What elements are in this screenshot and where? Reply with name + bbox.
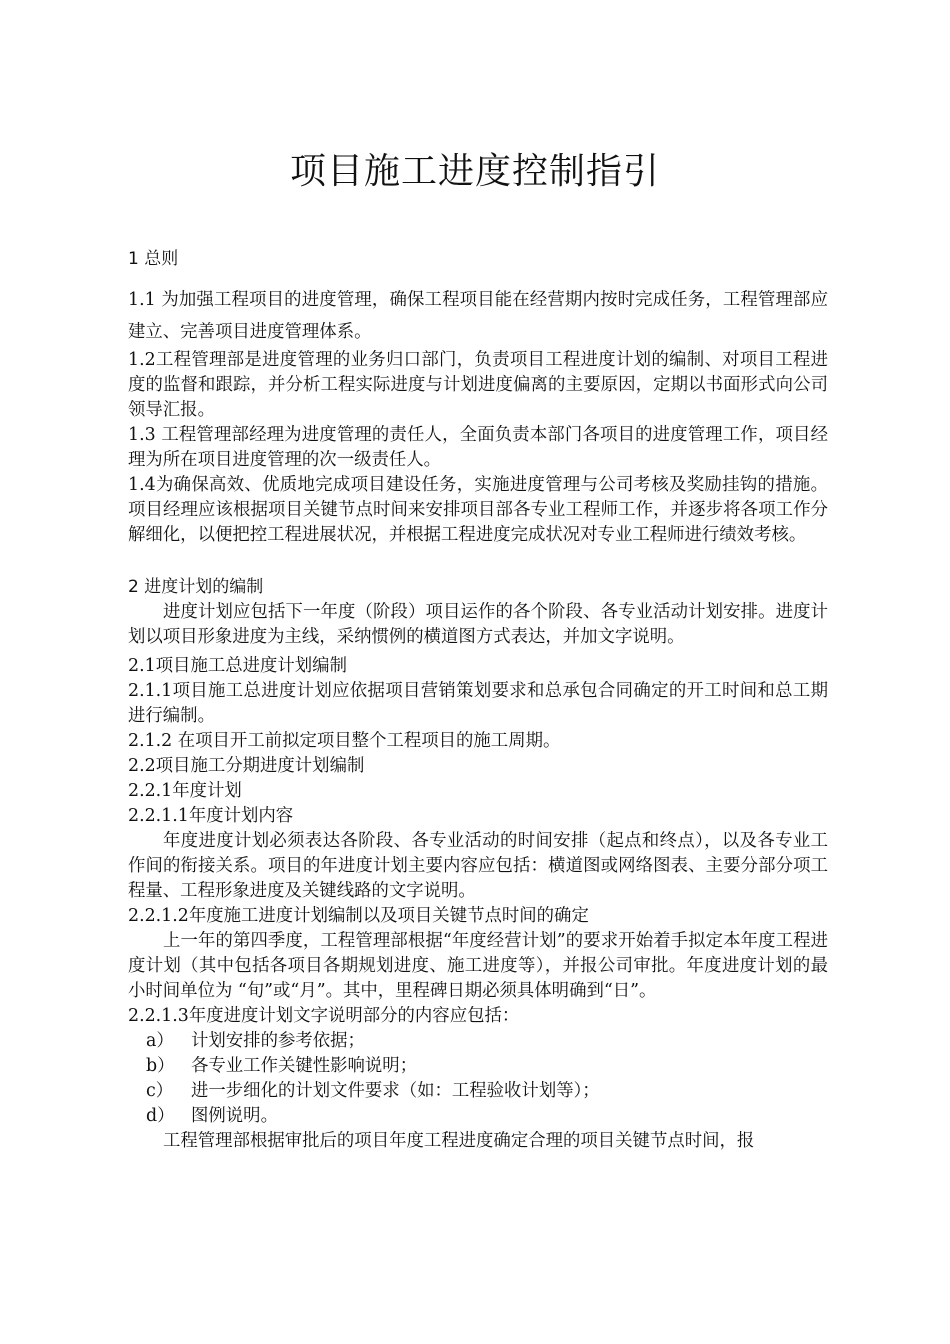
list-item	[128, 1079, 828, 1104]
subsection-2-1-1: 2.1.1项目施工总进度计划应依据项目营销策划要求和总承包合同确定的开工时间和总工期进行编制。	[128, 681, 828, 726]
list-item	[128, 1104, 828, 1129]
section-2-heading: 2 进度计划的编制	[128, 577, 264, 597]
spacer	[128, 548, 828, 574]
list-marker: b）	[146, 1056, 175, 1076]
closing-paragraph: 工程管理部根据审批后的项目年度工程进度确定合理的项目关键节点时间，报	[163, 1131, 755, 1151]
paragraph-1-3: 1.3 工程管理部经理为进度管理的责任人，全面负责本部门各项目的进度管理工作，项目经理为所在项目进度管理的次一级责任人。	[128, 425, 828, 470]
list-item-text: 进一步细化的计划文件要求（如：工程验收计划等）；	[191, 1081, 600, 1101]
subsection-2-2-1-3-heading: 2.2.1.3年度进度计划文字说明部分的内容应包括：	[128, 1006, 520, 1026]
subsection-2-2-1-2-text: 上一年的第四季度，工程管理部根据“年度经营计划”的要求开始着手拟定本年度工程进度计划（其中包括各项目各期规划进度、施工进度等），并报公司审批。年度进度计划的最小时间单位为 “旬”或“月”。其中，里程碑日期必须具体明确到“日”。	[128, 931, 828, 1001]
list-item	[128, 1029, 828, 1054]
section-2-intro: 进度计划应包括下一年度（阶段）项目运作的各个阶段、各专业活动计划安排。进度计划以项目形象进度为主线，采纳惯例的横道图方式表达，并加文字说明。	[128, 602, 828, 647]
subsection-2-2-1-heading: 2.2.1年度计划	[128, 781, 242, 801]
document-body	[128, 244, 828, 1154]
subsection-2-2-1-1-text: 年度进度计划必须表达各阶段、各专业活动的时间安排（起点和终点），以及各专业工作间的衔接关系。项目的年进度计划主要内容应包括：横道图或网络图表、主要分部分项工程量、工程形象进度及关键线路的文字说明。	[128, 831, 828, 901]
list-marker: d）	[146, 1106, 175, 1126]
paragraph-1-1: 1.1 为加强工程项目的进度管理，确保工程项目能在经营期内按时完成任务，工程管理部应建立、完善项目进度管理体系。	[128, 290, 828, 342]
subsection-2-2-heading: 2.2项目施工分期进度计划编制	[128, 756, 365, 776]
subsection-2-1-2: 2.1.2 在项目开工前拟定项目整个工程项目的施工周期。	[128, 731, 561, 751]
subsection-2-2-1-2-heading: 2.2.1.2年度施工进度计划编制以及项目关键节点时间的确定	[128, 906, 589, 926]
paragraph-1-4: 1.4为确保高效、优质地完成项目建设任务，实施进度管理与公司考核及奖励挂钩的措施。项目经理应该根据项目关键节点时间来安排项目部各专业工程师工作，并逐步将各项工作分解细化，以便把控工程进展状况，并根据工程进度完成状况对专业工程师进行绩效考核。	[128, 475, 828, 545]
list-item-text: 图例说明。	[191, 1106, 278, 1126]
section-1-heading: 1 总则	[128, 249, 179, 269]
subsection-2-2-1-1-heading: 2.2.1.1年度计划内容	[128, 806, 294, 826]
document-title: 项目施工进度控制指引	[289, 151, 660, 192]
list-marker: a）	[146, 1031, 174, 1051]
paragraph-1-2: 1.2工程管理部是进度管理的业务归口部门，负责项目工程进度计划的编制、对项目工程进度的监督和跟踪，并分析工程实际进度与计划进度偏离的主要原因，定期以书面形式向公司领导汇报。	[128, 350, 828, 420]
list-item-text: 计划安排的参考依据；	[191, 1031, 365, 1051]
subsection-2-1-heading: 2.1项目施工总进度计划编制	[128, 656, 347, 676]
list-item-text: 各专业工作关键性影响说明；	[191, 1056, 418, 1076]
list-item	[128, 1054, 828, 1079]
list-marker: c）	[146, 1081, 174, 1101]
spacer	[128, 274, 828, 284]
